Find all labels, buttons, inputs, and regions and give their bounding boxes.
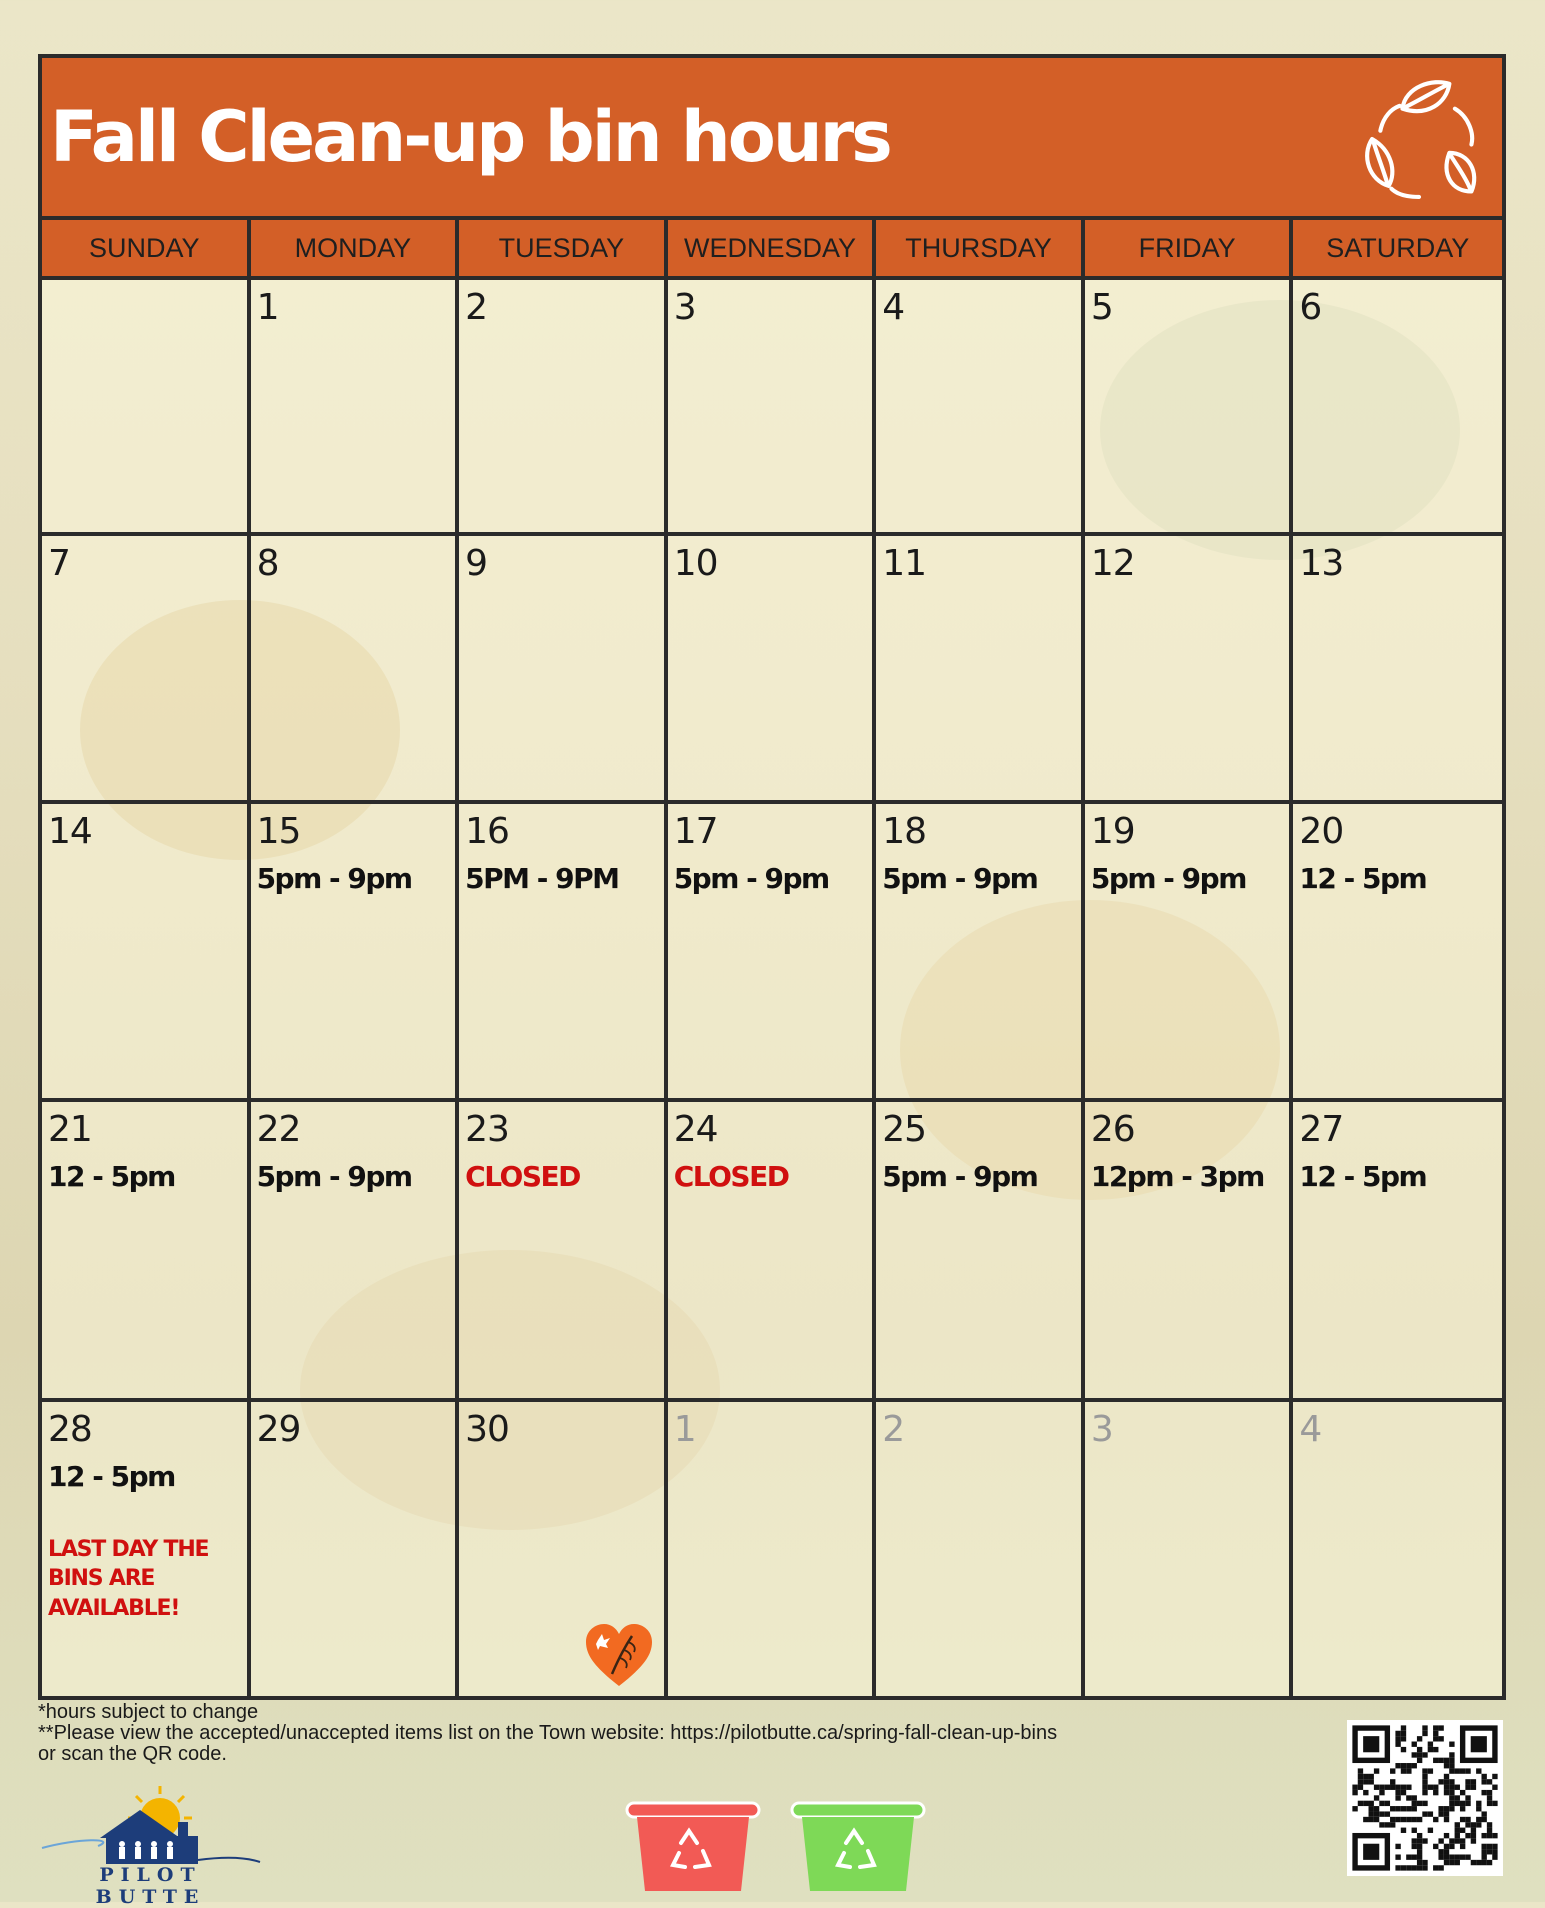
bin-hours: 12 - 5pm <box>48 1459 175 1493</box>
calendar-day-cell <box>42 536 251 804</box>
weekday-monday: MONDAY <box>251 220 460 276</box>
day-number: 3 <box>673 287 696 328</box>
day-number: 22 <box>256 1109 301 1150</box>
calendar-day-cell <box>876 280 1085 536</box>
red-recycle-bin-icon <box>623 1795 763 1895</box>
calendar-header <box>42 58 1502 220</box>
day-number: 26 <box>1090 1109 1135 1150</box>
leaf-recycle-icon <box>1350 70 1488 208</box>
weekday-saturday: SATURDAY <box>1293 220 1502 276</box>
logo-text: PILOT BUTTE <box>95 1864 206 1908</box>
calendar-day-cell <box>1293 1102 1502 1402</box>
calendar-day-cell <box>876 536 1085 804</box>
calendar-day-cell <box>251 280 460 536</box>
calendar-day-cell <box>668 536 877 804</box>
day-number: 6 <box>1299 287 1322 328</box>
day-number: 2 <box>465 287 488 328</box>
calendar-day-cell <box>459 280 668 536</box>
calendar-day-cell <box>459 536 668 804</box>
day-number: 14 <box>48 811 92 852</box>
calendar-day-cell <box>1293 804 1502 1102</box>
calendar-day-cell <box>459 804 668 1102</box>
day-number: 16 <box>465 811 509 852</box>
calendar-day-cell <box>876 1102 1085 1402</box>
day-number: 17 <box>673 811 718 852</box>
weekday-friday: FRIDAY <box>1085 220 1294 276</box>
calendar-day-cell <box>459 1102 668 1402</box>
bin-hours: 12 - 5pm <box>1299 1159 1427 1193</box>
qr-code-icon <box>1347 1720 1503 1876</box>
calendar-day-cell <box>1085 280 1294 536</box>
calendar-grid <box>42 280 1502 1696</box>
day-number: 23 <box>465 1109 509 1150</box>
bin-hours: 12pm - 3pm <box>1090 1159 1264 1193</box>
calendar-day-cell <box>668 1102 877 1402</box>
day-number: 29 <box>256 1409 301 1450</box>
calendar-day-cell <box>1293 280 1502 536</box>
day-number: 15 <box>256 811 301 852</box>
day-number: 20 <box>1299 811 1344 852</box>
calendar <box>38 54 1506 1700</box>
bin-hours: 12 - 5pm <box>48 1159 175 1193</box>
day-number: 10 <box>673 543 718 584</box>
calendar-day-cell <box>251 1402 460 1696</box>
bin-hours: 5pm - 9pm <box>256 1159 412 1193</box>
day-number: 18 <box>882 811 927 852</box>
bin-hours: 5pm - 9pm <box>1090 861 1246 895</box>
bin-hours: 5PM - 9PM <box>465 861 619 895</box>
heart-leaf-icon <box>584 1622 654 1690</box>
calendar-day-cell <box>251 804 460 1102</box>
weekday-header-row <box>42 220 1502 280</box>
calendar-day-cell <box>1085 1402 1294 1696</box>
calendar-day-cell <box>876 1402 1085 1696</box>
last-day-note: LAST DAY THE BINS ARE AVAILABLE! <box>48 1536 209 1621</box>
closed-label: CLOSED <box>465 1159 580 1193</box>
footer-notes <box>38 1702 1338 1765</box>
calendar-day-cell <box>42 1402 251 1696</box>
day-number: 25 <box>882 1109 927 1150</box>
weekday-wednesday: WEDNESDAY <box>668 220 877 276</box>
calendar-day-cell <box>42 1102 251 1402</box>
calendar-day-cell <box>459 1402 668 1696</box>
green-recycle-bin-icon <box>788 1795 928 1895</box>
calendar-day-cell <box>251 1102 460 1402</box>
day-number: 3 <box>1090 1409 1113 1450</box>
day-number: 1 <box>256 287 279 328</box>
day-number: 13 <box>1299 543 1344 584</box>
calendar-day-cell <box>1293 536 1502 804</box>
bin-hours: 5pm - 9pm <box>673 861 829 895</box>
weekday-thursday: THURSDAY <box>876 220 1085 276</box>
calendar-day-cell <box>876 804 1085 1102</box>
day-number: 11 <box>882 543 927 584</box>
day-number: 7 <box>48 543 70 584</box>
calendar-day-cell <box>251 536 460 804</box>
day-number: 2 <box>882 1409 905 1450</box>
day-number: 9 <box>465 543 488 584</box>
calendar-day-cell <box>1085 1102 1294 1402</box>
day-number: 21 <box>48 1109 92 1150</box>
day-number: 4 <box>882 287 905 328</box>
day-number: 28 <box>48 1409 92 1450</box>
weekday-tuesday: TUESDAY <box>459 220 668 276</box>
page-title: Fall Clean-up bin hours <box>50 96 890 178</box>
day-number: 8 <box>256 543 279 584</box>
bin-hours: 5pm - 9pm <box>882 861 1038 895</box>
bin-hours: 5pm - 9pm <box>256 861 412 895</box>
weekday-sunday: SUNDAY <box>42 220 251 276</box>
calendar-day-cell <box>668 280 877 536</box>
calendar-day-cell <box>668 804 877 1102</box>
day-number: 24 <box>673 1109 718 1150</box>
day-number: 30 <box>465 1409 509 1450</box>
calendar-day-cell <box>1085 536 1294 804</box>
calendar-day-cell <box>42 280 251 536</box>
calendar-day-cell <box>1085 804 1294 1102</box>
calendar-day-cell <box>42 804 251 1102</box>
day-number: 27 <box>1299 1109 1344 1150</box>
day-number: 1 <box>673 1409 696 1450</box>
day-number: 12 <box>1090 543 1135 584</box>
calendar-day-cell <box>1293 1402 1502 1696</box>
footer-note-website: **Please view the accepted/unaccepted items list on the Town website: https://pilotbutte.ca/spring-fall-clean-up-bins <box>38 1722 1058 1744</box>
day-number: 19 <box>1090 811 1135 852</box>
footer-note-hours: *hours subject to change <box>38 1701 259 1723</box>
day-number: 5 <box>1090 287 1113 328</box>
closed-label: CLOSED <box>673 1159 789 1193</box>
footer-note-qr: or scan the QR code. <box>38 1743 227 1765</box>
bin-hours: 12 - 5pm <box>1299 861 1427 895</box>
calendar-day-cell <box>668 1402 877 1696</box>
bin-hours: 5pm - 9pm <box>882 1159 1038 1193</box>
day-number: 4 <box>1299 1409 1322 1450</box>
